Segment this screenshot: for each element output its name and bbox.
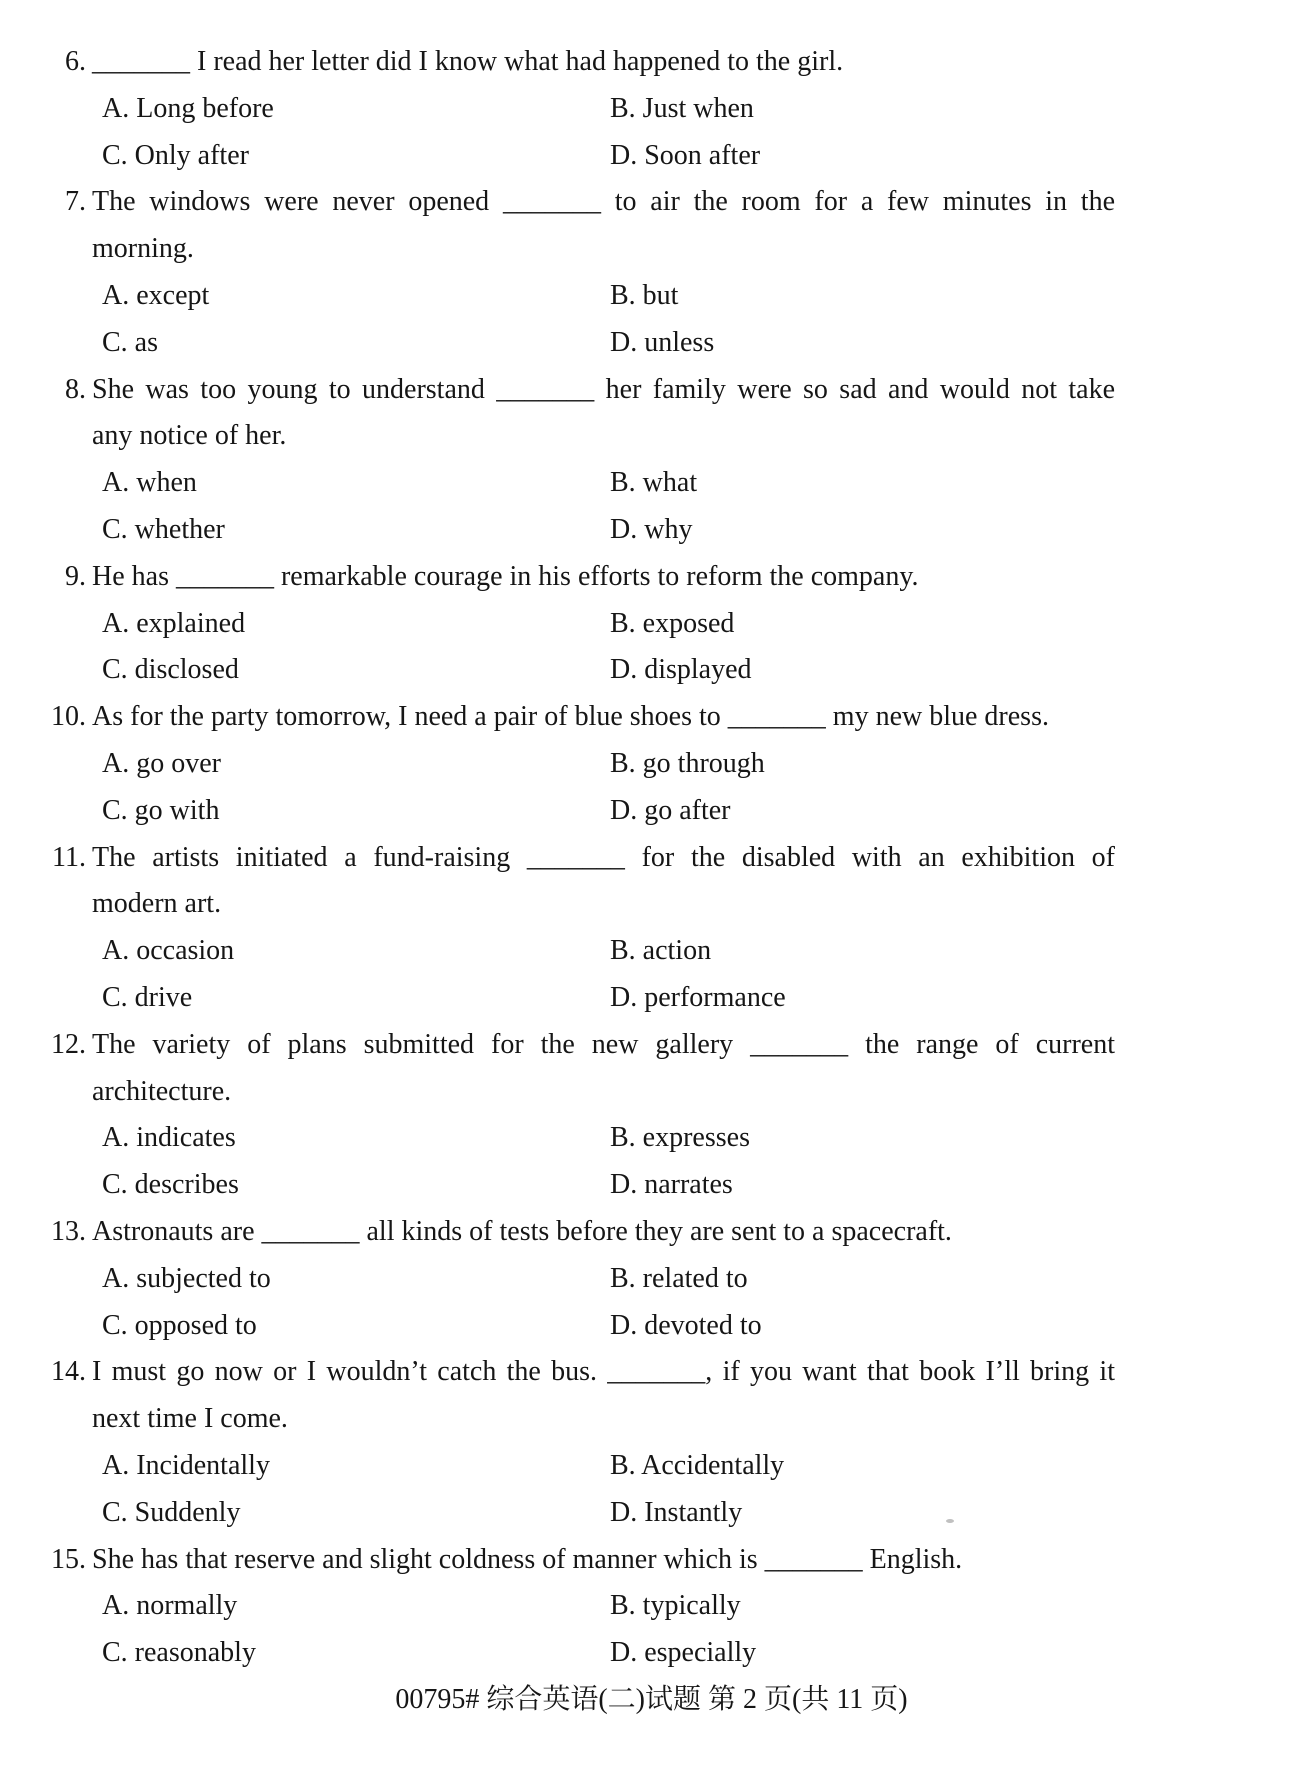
question-stem-line: She was too young to understand _______ her family were so sad and would not take [92,373,1115,405]
question-number: 8. [65,373,86,405]
question-stem-line: She has that reserve and slight coldness of manner which is _______ English. [92,1543,963,1575]
question-stem [40,554,1115,601]
question-number: 11. [52,841,86,873]
option-a: A. subjected to [102,1262,271,1294]
option-c: C. Only after [102,139,249,171]
option-a: A. indicates [102,1122,236,1154]
option-d: D. especially [610,1637,757,1669]
option-d: D. unless [610,326,715,358]
option-a: A. occasion [102,935,235,967]
option-c: C. reasonably [102,1637,256,1669]
option-c: C. go with [102,794,220,826]
options-grid [102,601,1115,695]
question-stem-line: modern art. [92,888,222,920]
question-stem-line: any notice of her. [92,420,287,452]
option-d: D. devoted to [610,1309,762,1341]
option-d: D. performance [610,981,786,1013]
options-grid [102,460,1115,554]
option-c: C. Suddenly [102,1496,241,1528]
option-c: C. disclosed [102,654,239,686]
options-grid [102,928,1115,1022]
option-a: A. explained [102,607,246,639]
question-stem [40,179,1115,273]
option-b: B. related to [610,1262,748,1294]
question-stem [40,1537,1115,1584]
question-stem-line: As for the party tomorrow, I need a pair of blue shoes to _______ my new blue dress. [92,701,1049,733]
option-b: B. but [610,279,679,311]
question-stem-line: Astronauts are _______ all kinds of tests before they are sent to a spacecraft. [92,1215,952,1247]
option-b: B. what [610,467,698,499]
question-10 [40,694,1115,834]
question-8 [40,367,1115,554]
question-text [92,39,1115,86]
option-d: D. why [610,513,693,545]
question-14 [40,1349,1115,1536]
question-text [92,1537,1115,1584]
question-stem [40,1349,1115,1443]
option-c: C. describes [102,1169,239,1201]
option-a: A. go over [102,747,221,779]
options-grid [102,1443,1115,1537]
question-number: 10. [51,701,86,733]
question-text [92,367,1115,461]
question-stem-line: The windows were never opened _______ to air the room for a few minutes in the [92,186,1115,218]
question-text [92,1349,1115,1443]
question-stem-line: _______ I read her letter did I know what had happened to the girl. [92,46,844,77]
question-12 [40,1022,1115,1209]
option-c: C. as [102,326,158,358]
question-stem [40,835,1115,929]
question-stem-line: The variety of plans submitted for the new gallery _______ the range of current [92,1028,1115,1060]
question-stem-line: The artists initiated a fund-raising _______ for the disabled with an exhibition of [92,841,1115,873]
question-number: 7. [65,186,86,218]
question-stem-line: architecture. [92,1075,232,1107]
options-grid [102,1256,1115,1350]
question-number: 13. [51,1215,86,1247]
question-text [92,1209,1115,1256]
option-c: C. opposed to [102,1309,257,1341]
question-text [92,554,1115,601]
question-number: 9. [65,560,86,592]
questions-list [40,39,1115,1677]
question-text [92,1022,1115,1116]
question-text [92,179,1115,273]
question-stem-line: next time I come. [92,1403,288,1435]
option-b: B. Just when [610,92,754,124]
question-stem-line: He has _______ remarkable courage in his efforts to reform the company. [92,560,919,592]
option-d: D. go after [610,794,731,826]
option-a: A. Incidentally [102,1449,270,1481]
option-a: A. except [102,279,210,311]
question-text [92,694,1115,741]
option-a: A. normally [102,1590,238,1622]
question-13 [40,1209,1115,1349]
question-stem [40,367,1115,461]
option-b: B. expresses [610,1122,750,1154]
option-a: A. Long before [102,92,274,124]
option-d: D. displayed [610,654,752,686]
option-d: D. Soon after [610,139,761,171]
option-d: D. Instantly [610,1496,743,1528]
question-number: 6. [65,46,86,77]
question-stem [40,1209,1115,1256]
option-b: B. go through [610,747,765,779]
option-b: B. Accidentally [610,1449,785,1481]
options-grid [102,741,1115,835]
scan-artifact-dot [946,1519,954,1523]
question-stem-line: I must go now or I wouldn’t catch the bus. _______, if you want that book I’ll bring it [92,1356,1115,1388]
question-11 [40,835,1115,1022]
options-grid [102,1115,1115,1209]
question-stem [40,694,1115,741]
question-15 [40,1537,1115,1677]
question-text [92,835,1115,929]
option-c: C. whether [102,513,225,545]
option-b: B. typically [610,1590,741,1622]
question-number: 15. [51,1543,86,1575]
question-9 [40,554,1115,694]
page-footer: 00795# 综合英语(二)试题 第 2 页(共 11 页) [395,1684,908,1715]
option-b: B. exposed [610,607,735,639]
question-7 [40,179,1115,366]
options-grid [102,1583,1115,1677]
options-grid [102,86,1115,180]
question-number: 14. [51,1356,86,1388]
question-6 [40,39,1115,179]
question-number: 12. [51,1028,86,1060]
question-stem [40,1022,1115,1116]
option-a: A. when [102,467,197,499]
option-b: B. action [610,935,712,967]
option-c: C. drive [102,981,193,1013]
question-stem-line: morning. [92,233,194,265]
question-stem [40,39,1115,86]
option-d: D. narrates [610,1169,733,1201]
options-grid [102,273,1115,367]
